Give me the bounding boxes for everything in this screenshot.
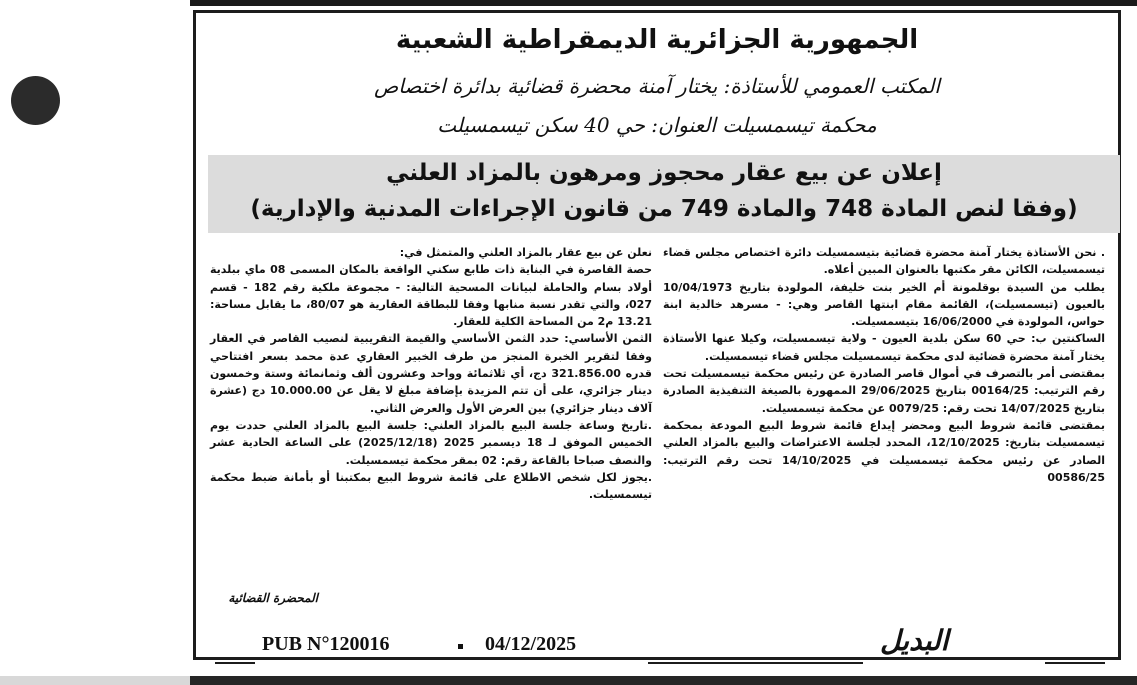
separator-dot xyxy=(458,644,463,649)
paragraph: بمقتضى قائمة شروط البيع ومحضر إيداع قائمة شروط البيع المودعة بمحكمة تيسمسيلت بتاريخ: 12/10/2025، المحدد لجلسة الاعتراضات والبيع بالمزاد العلني الصادر عن رئيس محكمة تيسمسيلت في 14/10/2025 تحت رقم الترتيب: 00586/25 xyxy=(663,418,1105,484)
footer-rule-middle xyxy=(648,662,863,664)
paragraph: .تاريخ وساعة جلسة البيع بالمزاد العلني: جلسة البيع بالمزاد العلني حددت يوم الخميس الموفق لـ 18 ديسمبر 2025 (2025/12/18) على الساعة الحادية عشر والنصف صباحا بالقاعة رقم: 02 بمقر محكمة تيسمسيلت. xyxy=(210,418,652,467)
paragraph: الثمن الأساسي: حدد الثمن الأساسي والقيمة التقريبية لنصيب القاصر في العقار وفقا لتقرير الخبرة المنجز من طرف الخبير العقاري عدة محمد بسعر افتتاحي قدره 321.856.00 دج، أي ثلاثمائة وواحد وعشرون ألف وثمانمائة وستة وخمسون دينار جزائري، على أن تتم المزيدة بإضافة مبلغ لا يقل عن 10.000.00 دج (عشرة آلاف دينار جزائري) بين العرض الأول والعرض الثاني. xyxy=(210,332,652,415)
left-text-column xyxy=(210,244,652,503)
court-address-line: محكمة تيسمسيلت العنوان: حي 40 سكن تيسمسيلت xyxy=(437,113,877,137)
binder-hole xyxy=(11,76,60,125)
announcement-subtitle: (وفقا لنص المادة 748 والمادة 749 من قانون الإجراءات المدنية والإدارية) xyxy=(250,196,1078,222)
bottom-border-bar xyxy=(190,676,1137,685)
newspaper-logo: البديل xyxy=(880,624,949,657)
paragraph: الساكنتين ب: حي 60 سكن بلدية العيون - ولاية تيسمسيلت، وكيلا عنها الأستاذة يختار آمنة محضرة قضائية لدى محكمة تيسمسيلت مجلس قضاء تيسمسيلت. xyxy=(663,332,1105,363)
announcement-title: إعلان عن بيع عقار محجوز ومرهون بالمزاد العلني xyxy=(386,160,942,186)
footer-rule-left xyxy=(215,662,255,664)
right-text-column xyxy=(663,244,1105,486)
bailiff-signature: المحضرة القضائية xyxy=(228,591,318,605)
footer-rule-right xyxy=(1045,662,1105,664)
paragraph: يطلب من السيدة بوقلمونة أم الخير بنت خليفة، المولودة بتاريخ 10/04/1973 بالعيون (تيسمسيلت)، القائمة مقام ابنتها القاصر وهي: - مسرهد خالدية ابنة حواس، المولودة في 16/06/2000 بتيسمسيلت. xyxy=(663,280,1105,329)
paragraph: حصة القاصرة في البناية ذات طابع سكني الواقعة بالمكان المسمى 08 ماي ببلدية أولاد بسام والحاملة لبيانات المسحية التالية: - مجموعة ملكية رقم 182 - قسم 027، والتي تقدر نسبة منابها وفقا للبطاقة العقارية هو 80/07، ما يقابل مساحة: 13.21 م2 من المساحة الكلية للعقار. xyxy=(210,263,652,329)
top-border-bar xyxy=(190,0,1137,6)
pub-number: PUB N°120016 xyxy=(262,633,390,655)
paragraph: . نحن الأستاذة يختار آمنة محضرة قضائية بتيسمسيلت دائرة اختصاص مجلس قضاء تيسمسيلت، الكائن مقر مكتبها بالعنوان المبين أعلاه. xyxy=(663,246,1105,277)
paragraph: بمقتضى أمر بالتصرف في أموال قاصر الصادرة عن رئيس محكمة تيسمسيلت تحت رقم الترتيب: 00164/25 بتاريخ 29/06/2025 الممهورة بالصيغة التنفيذية الصادرة بتاريخ 14/07/2025 تحت رقم: 0079/25 عن محكمة تيسمسيلت. xyxy=(663,367,1105,415)
republic-title: الجمهورية الجزائرية الديمقراطية الشعبية xyxy=(395,25,919,55)
office-line: المكتب العمومي للأستاذة: يختار آمنة محضرة قضائية بدائرة اختصاص xyxy=(374,74,940,98)
paragraph: نعلن عن بيع عقار بالمزاد العلني والمتمثل في: xyxy=(399,246,652,259)
paragraph: .يجوز لكل شخص الاطلاع على قائمة شروط البيع بمكتبنا أو بأمانة ضبط محكمة تيسمسيلت. xyxy=(210,470,652,502)
publication-date: 04/12/2025 xyxy=(485,633,577,655)
